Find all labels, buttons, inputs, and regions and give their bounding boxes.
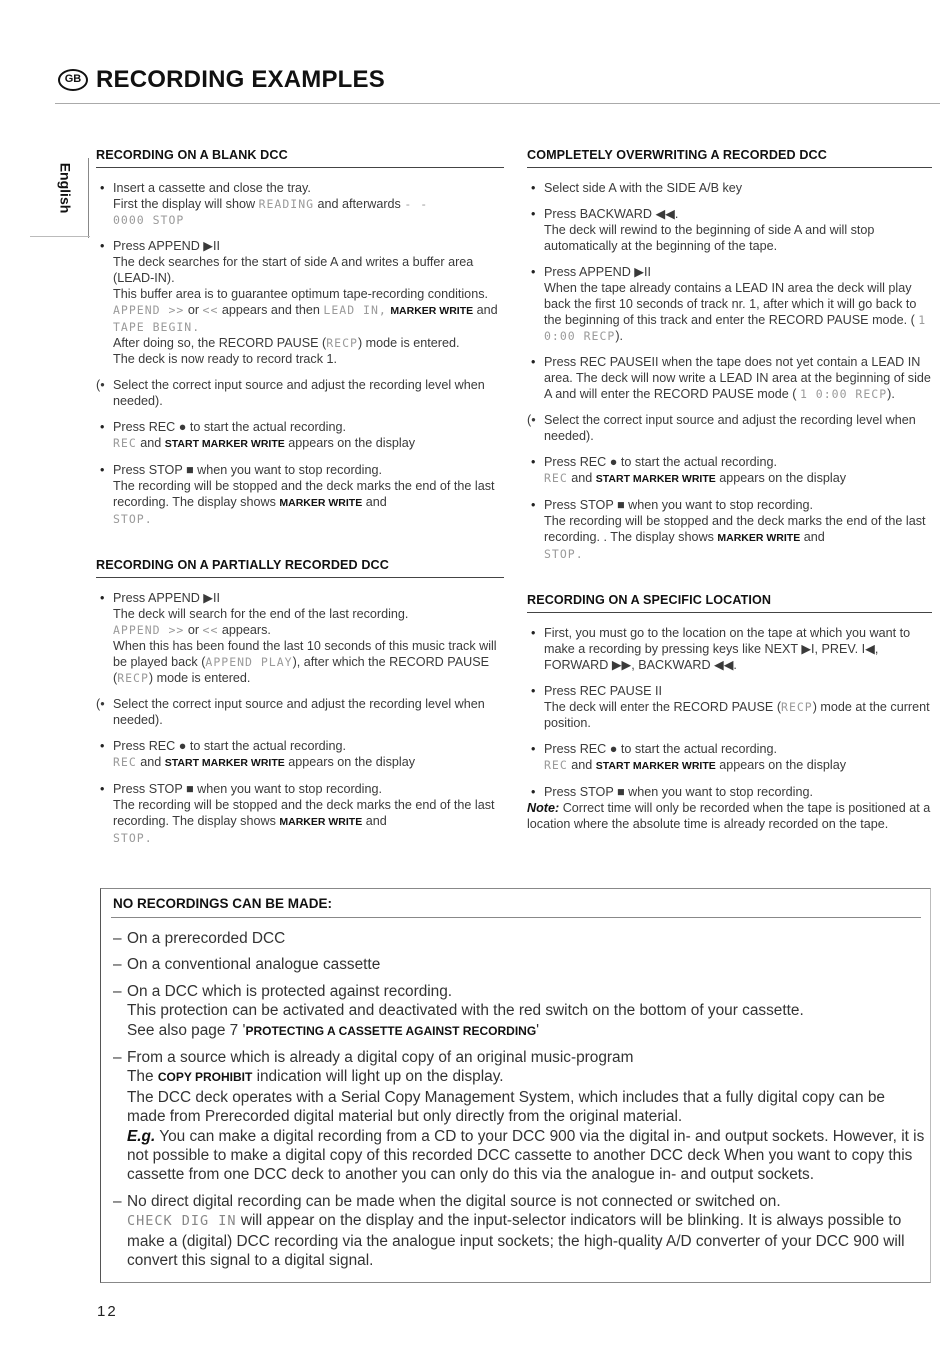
header-divider <box>55 103 940 104</box>
step-text: • Press REC PAUSE II <box>544 684 663 698</box>
step-text: The deck is now ready to record track 1. <box>113 352 337 366</box>
step-text: REC and START MARKER WRITE appears on the display <box>113 755 415 769</box>
no-recordings-list <box>113 929 925 1278</box>
step-text: • Press STOP ■ when you want to stop recording. <box>544 785 813 799</box>
step-text: • Press REC PAUSEII when the tape does not yet contain a LEAD IN area. The deck will now write a LEAD IN area at the beginning of side A and will enter the RECORD PAUSE mode ( 1 0:00 RECP). <box>544 355 931 401</box>
list-item <box>96 180 504 228</box>
section-specific-location <box>527 592 932 832</box>
section-heading: RECORDING ON A PARTIALLY RECORDED DCC <box>96 557 504 578</box>
list-item <box>527 497 932 562</box>
right-column <box>527 147 932 842</box>
list-item <box>527 264 932 344</box>
language-side-tab-label: English <box>57 162 74 214</box>
marker-write-label: MARKER WRITE <box>279 816 363 828</box>
step-text: • Press STOP ■ when you want to stop recording. <box>113 463 382 477</box>
lcd-display-text: STOP. <box>113 512 153 526</box>
lcd-display-text: 0000 STOP <box>113 213 185 227</box>
list-item <box>96 462 504 527</box>
step-text: • Press APPEND ▶II <box>113 239 220 253</box>
step-text: • Press APPEND ▶II <box>544 265 651 279</box>
section-blank-dcc <box>96 147 504 527</box>
lcd-display-text: REC <box>113 436 137 450</box>
lcd-display-text: << <box>202 623 219 637</box>
step-text: The deck will enter the RECORD PAUSE (RECP) mode at the current position. <box>544 700 930 730</box>
list-item <box>96 419 504 452</box>
section-heading: RECORDING ON A SPECIFIC LOCATION <box>527 592 932 613</box>
step-text: APPEND >> or << appears. <box>113 623 271 637</box>
step-text: REC and START MARKER WRITE appears on the display <box>113 436 415 450</box>
note-item: (• Select the correct input source and adjust the recording level when needed). <box>96 697 485 727</box>
step-text: When the tape already contains a LEAD IN area the deck will play back the first 10 seconds of track nr. 1, after which it will go back to the beginning of this track and enter the RECORD PAUSE mode. ( 1 0:00 RECP). <box>544 281 927 343</box>
lcd-display-text: RECP <box>326 336 358 350</box>
section-heading: COMPLETELY OVERWRITING A RECORDED DCC <box>527 147 932 168</box>
box-heading: NO RECORDINGS CAN BE MADE: <box>113 896 333 911</box>
marker-write-label: MARKER WRITE <box>717 532 801 544</box>
list-item <box>527 180 932 196</box>
step-text: The deck will rewind to the beginning of side A and will stop automatically at the beginning of the tape. <box>544 223 875 253</box>
lcd-display-text: 1 0:00 RECP <box>544 313 927 343</box>
list-item <box>96 238 504 367</box>
lcd-display-text: RECP <box>117 671 149 685</box>
lcd-display-text: RECP <box>781 700 813 714</box>
lcd-display-text: CHECK DIG IN <box>127 1213 237 1230</box>
left-column <box>96 147 504 856</box>
list-item <box>96 738 504 771</box>
step-text: • Press APPEND ▶II <box>113 591 220 605</box>
language-side-tab <box>58 158 88 218</box>
list-item <box>527 784 932 800</box>
start-marker-label: START MARKER WRITE <box>164 438 285 450</box>
step-text: The recording will be stopped and the deck marks the end of the last recording. The display shows MARKER WRITE and <box>113 479 495 509</box>
step-text: • First, you must go to the location on the tape at which you want to make a recording by pressing keys like NEXT ▶I, PREV. I◀, FORWARD ▶▶, BACKWARD ◀◀. <box>544 626 911 672</box>
step-text: • Press REC ● to start the actual recording. <box>113 739 346 753</box>
step-text: The recording will be stopped and the deck marks the end of the last recording. . The display shows MARKER WRITE and <box>544 514 926 544</box>
lcd-display-text: LEAD IN, <box>323 303 387 317</box>
step-text: The deck searches for the start of side A and writes a buffer area (LEAD-IN). <box>113 255 474 285</box>
lcd-display-text: << <box>202 303 219 317</box>
step-text: • Press REC ● to start the actual recording. <box>113 420 346 434</box>
lcd-display-text: - - <box>404 197 429 211</box>
section-partially-recorded <box>96 557 504 846</box>
lcd-display-text: REC <box>544 471 568 485</box>
box-divider <box>111 917 921 918</box>
list-item <box>527 454 932 487</box>
lcd-display-text: STOP. <box>113 831 153 845</box>
cross-reference-label: PROTECTING A CASSETTE AGAINST RECORDING <box>245 1023 537 1038</box>
note-item: (• Select the correct input source and adjust the recording level when needed). <box>527 413 916 443</box>
list-item: – On a conventional analogue cassette <box>113 956 381 974</box>
step-text: The deck will search for the end of the last recording. <box>113 607 409 621</box>
note-text: Correct time will only be recorded when the tape is positioned at a location where the absolute time is already recorded on the tape. <box>527 801 931 831</box>
side-tab-divider <box>88 158 89 238</box>
note-label: Note: <box>527 801 560 815</box>
lcd-display-text: STOP. <box>544 547 584 561</box>
step-text: • Press REC ● to start the actual recording. <box>544 742 777 756</box>
step-text: • Press REC ● to start the actual recording. <box>544 455 777 469</box>
side-tab-rule <box>30 236 90 237</box>
start-marker-label: START MARKER WRITE <box>595 760 716 772</box>
list-item <box>527 354 932 402</box>
step-text: When this has been found the last 10 seconds of this music track will be played back (APPEND PLAY), after which the RECORD PAUSE (RECP) mode is entered. <box>113 639 497 685</box>
step-text: • Press BACKWARD ◀◀. <box>544 207 679 221</box>
lcd-display-text: REC <box>113 755 137 769</box>
list-item <box>527 683 932 731</box>
page-header <box>58 66 385 94</box>
step-text: • Press STOP ■ when you want to stop recording. <box>113 782 382 796</box>
list-item: – On a DCC which is protected against recording. This protection can be activated and deactivated with the red switch on the bottom of your cassette. See also page 7 'PROTECTING A CASSETTE AGAINST RECORDING' <box>113 982 804 1039</box>
step-text: • Select side A with the SIDE A/B key <box>544 181 743 195</box>
start-marker-label: START MARKER WRITE <box>595 473 716 485</box>
lcd-display-text: 1 0:00 RECP <box>799 387 888 401</box>
step-text: The recording will be stopped and the deck marks the end of the last recording. The display shows MARKER WRITE and <box>113 798 495 828</box>
list-item <box>527 206 932 254</box>
page-number: 12 <box>97 1303 118 1320</box>
marker-write-label: MARKER WRITE <box>390 305 474 317</box>
list-item <box>527 625 932 673</box>
step-text: This buffer area is to guarantee optimum tape-recording conditions. <box>113 287 488 301</box>
lcd-display-text: APPEND PLAY <box>205 655 293 669</box>
copy-prohibit-label: COPY PROHIBIT <box>157 1070 253 1085</box>
lcd-display-text: APPEND >> <box>113 303 185 317</box>
lcd-display-text: TAPE BEGIN. <box>113 320 201 334</box>
list-item <box>527 741 932 774</box>
step-text: REC and START MARKER WRITE appears on the display <box>544 471 846 485</box>
marker-write-label: MARKER WRITE <box>279 497 363 509</box>
page-title: RECORDING EXAMPLES <box>96 66 385 93</box>
lcd-display-text: REC <box>544 758 568 772</box>
step-text: • Press STOP ■ when you want to stop recording. <box>544 498 813 512</box>
list-item: – From a source which is already a digital copy of an original music-program The COPY PROHIBIT indication will light up on the display. The DCC deck operates with a Serial Copy Management System, which includes that a fully digital copy can be made from Prerecorded digital material but only directly from the original material. E.g. You can make a digital recording from a CD to your DCC 900 via the digital in- and output sockets. However, it is not possible to make a digital copy of this recorded DCC cassette to another DCC deck When you want to copy this cassette from one DCC deck to another you can only do this via the analogue in- and output sockets. <box>113 1049 925 1184</box>
step-text: • Insert a cassette and close the tray. <box>113 181 311 195</box>
gb-language-badge: GB <box>58 69 88 91</box>
note-item: (• Select the correct input source and adjust the recording level when needed). <box>96 378 485 408</box>
start-marker-label: START MARKER WRITE <box>164 757 285 769</box>
no-recordings-box <box>100 888 931 1283</box>
section-overwriting <box>527 147 932 562</box>
section-heading: RECORDING ON A BLANK DCC <box>96 147 504 168</box>
lcd-display-text: APPEND >> <box>113 623 185 637</box>
example-label: E.g. <box>127 1127 156 1145</box>
step-text: After doing so, the RECORD PAUSE (RECP) mode is entered. <box>113 336 460 350</box>
list-item <box>96 590 504 686</box>
step-text: REC and START MARKER WRITE appears on the display <box>544 758 846 772</box>
list-item: – No direct digital recording can be made when the digital source is not connected or switched on. CHECK DIG IN will appear on the display and the input-selector indicators will be blinking. It is always possible to make a (digital) DCC recording via the analogue input sockets; the high-quality A/D converter of your DCC 900 will convert this signal to a digital signal. <box>113 1192 905 1270</box>
lcd-display-text: READING <box>258 197 315 211</box>
list-item: – On a prerecorded DCC <box>113 930 286 947</box>
note-block <box>527 800 932 832</box>
step-text: APPEND >> or << appears and then LEAD IN, MARKER WRITE and TAPE BEGIN. <box>113 303 498 334</box>
step-text: First the display will show READING and afterwards - - <box>113 197 429 211</box>
list-item <box>96 781 504 846</box>
